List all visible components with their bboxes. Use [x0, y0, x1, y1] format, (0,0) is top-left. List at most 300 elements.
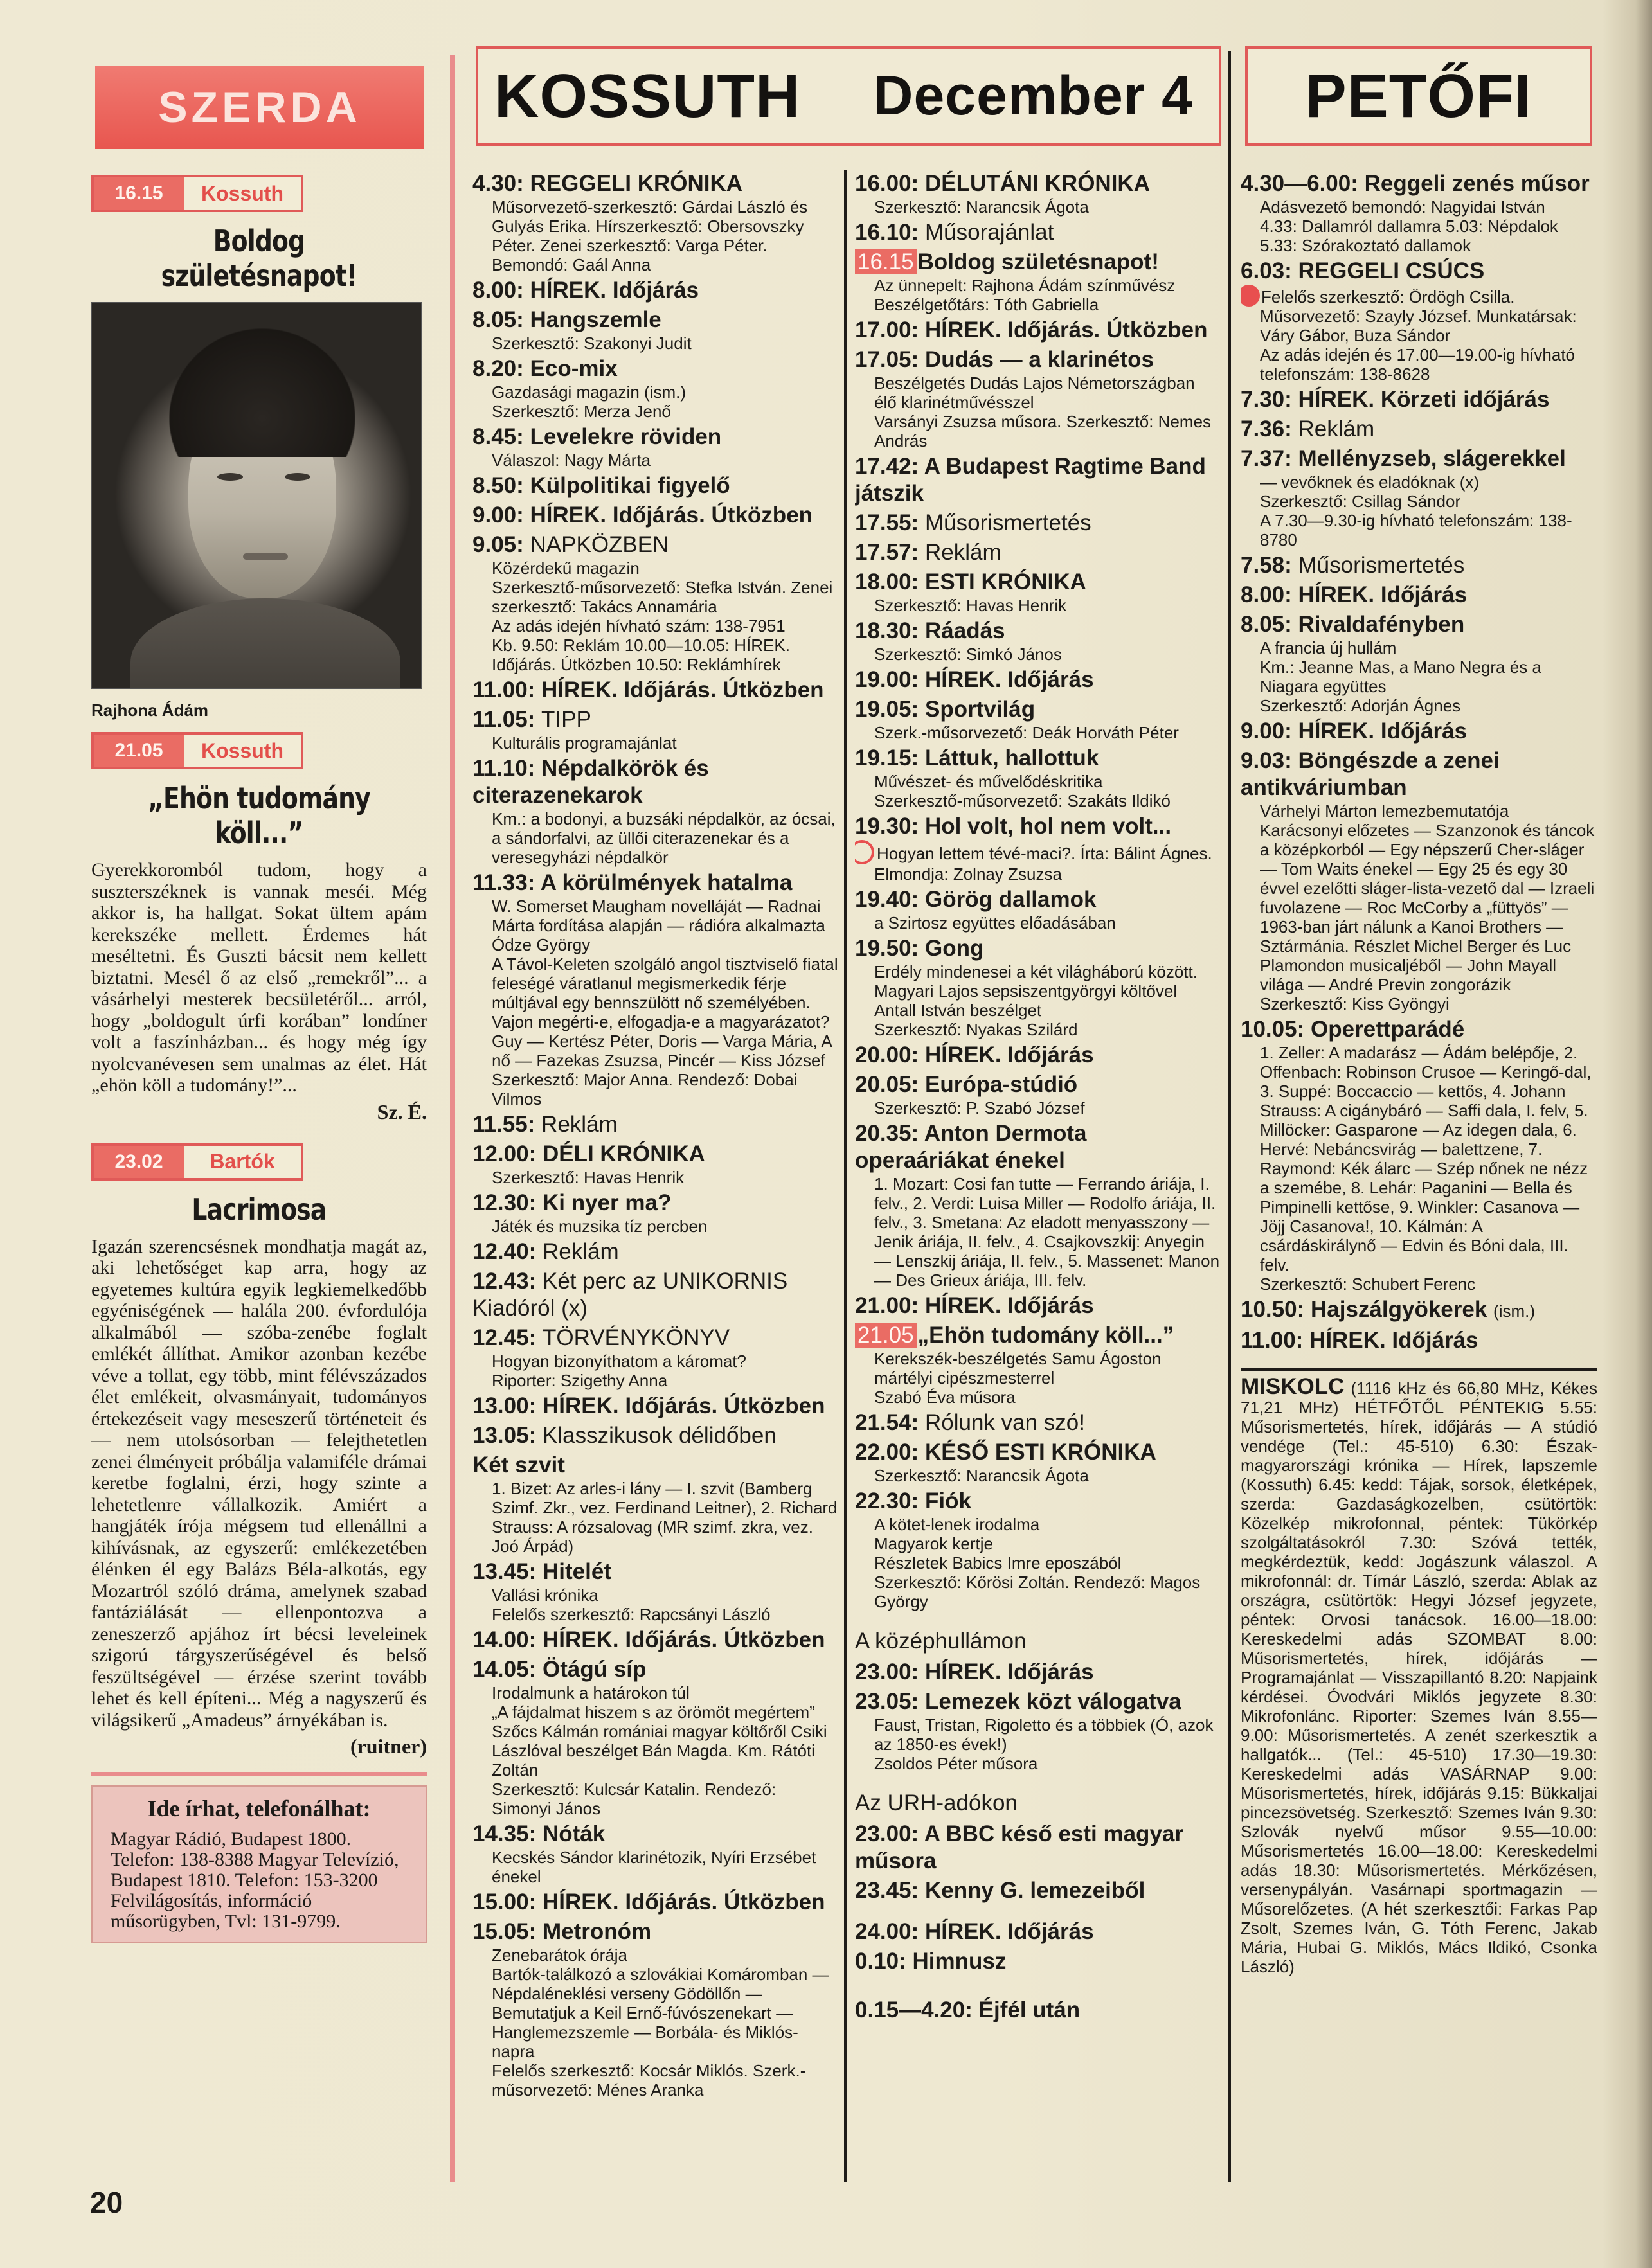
program-description: Szerkesztő: Simkó János — [874, 645, 1062, 664]
section-divider — [91, 1772, 427, 1776]
program-time: 10.05 — [1241, 1017, 1297, 1042]
program-item: 15.00: HÍREK. Időjárás. Útközben — [472, 1889, 825, 1915]
program-list — [855, 1918, 1221, 1975]
program-description: Játék és muzsika tíz percben — [492, 1217, 708, 1236]
program-description: 1. Bizet: Az arles-i lány — I. szvit (Bamberg Szimf. Zkr., vez. Ferdinand Leitner), 2. Richard Strauss: A rózsalovag (MR szimf. zkra, vez. Joó Árpád) — [492, 1479, 838, 1556]
program-title: Ráadás — [924, 618, 1005, 643]
program-time: 12.40 — [472, 1239, 529, 1264]
program-title: HÍREK. Időjárás — [1298, 719, 1468, 744]
kossuth-header — [476, 46, 1221, 146]
program-time: 14.00 — [472, 1627, 529, 1652]
kossuth-column-2 — [855, 170, 1221, 2026]
program-item: 20.35: Anton Dermota operaáriákat énekel 1. Mozart: Cosi fan tutte — Ferrando áriája, I. felv., 2. Verdi: Luisa Miller — Rodolfo áriája, II. felv., 3. Smetana: Az eladott menyasszony — Jenik áriája, II. felv., 4. Csajkovszkij: Anyegin — Lenszkij áriája, II. felv., 5. Massenet: Manon — Des Grieux áriája, III. felv. — [855, 1121, 1220, 1290]
program-description: Az adás idején és 17.00—19.00-ig hívható telefonszám: 138-8628 — [1260, 345, 1576, 384]
program-item: 12.40: Reklám — [472, 1239, 619, 1264]
program-description: Zsoldos Péter műsora — [874, 1754, 1038, 1773]
program-title: NAPKÖZBEN — [530, 532, 669, 557]
program-title: Lemezek közt válogatva — [924, 1689, 1181, 1714]
petofi-header — [1245, 46, 1592, 146]
program-item: 0.15—4.20: Éjfél után — [855, 1997, 1081, 2022]
feature-tag — [91, 1143, 303, 1181]
program-time: 8.00 — [472, 278, 517, 303]
program-time: 4.30—6.00 — [1241, 171, 1351, 196]
program-description: Szerkesztő: Szakonyi Judit — [492, 334, 692, 353]
sidebar-divider — [450, 55, 455, 2182]
program-time: 11.55 — [472, 1112, 528, 1137]
program-time: 18.30 — [855, 618, 911, 643]
program-item: 8.45: Levelekre röviden Válaszol: Nagy Márta — [472, 424, 722, 470]
program-title: HÍREK. Időjárás — [1298, 582, 1468, 607]
program-item: 18.30: Ráadás Szerkesztő: Simkó János — [855, 618, 1062, 664]
program-item: 8.05: Hangszemle Szerkesztő: Szakonyi Judit — [472, 307, 692, 353]
program-description: Művészet- és művelődéskritika — [874, 772, 1103, 791]
program-item: 13.45: Hitelét Vallási krónika Felelős szerkesztő: Rapcsányi László — [472, 1559, 771, 1624]
program-time: 9.05 — [472, 532, 517, 557]
sidebar — [91, 168, 427, 1943]
program-title: Éjfél után — [978, 1997, 1081, 2022]
program-title: HÍREK. Időjárás. Útközben — [542, 1627, 825, 1652]
feature-signature: (ruitner) — [350, 1735, 427, 1758]
program-item: 19.40: Görög dallamok a Szirtosz együttes előadásában — [855, 887, 1116, 933]
program-title: Ki nyer ma? — [542, 1190, 672, 1215]
program-item — [855, 249, 1221, 314]
program-item: 7.36: Reklám — [1241, 416, 1375, 442]
program-item: 11.55: Reklám — [472, 1112, 618, 1137]
program-item: 10.05: Operettparádé 1. Zeller: A madarász — Ádám belépője, 2. Offenbach: Robinson Crusoe — Keringő-dal, 3. Suppé: Boccaccio — kettős, 4. Johann Strauss: A cigánybáró — Saffi dala, I. felv, 5. Millöcker: Gasparone — Az idegen dala, 6. Hervé: Nebáncsvirág — balettzene, 7. Raymond: Kék álarc — Szép nőnek ne nézz a szemébe, 8. Lehár: Paganini — Bella és Pimpinelli kettőse, 9. Winkler: Casanova — Jöjj Casanova!, 10. Kálmán: A csárdáskirálynő — Edvin és Bóni dala, III. felv. Szerkesztő: Schubert Ferenc — [1241, 1017, 1592, 1294]
program-description: Szerkesztő: Csillag Sándor — [1260, 492, 1461, 511]
program-item: 22.00: KÉSŐ ESTI KRÓNIKA Szerkesztő: Narancsik Ágota — [855, 1440, 1156, 1485]
program-description: Kerekszék-beszélgetés Samu Ágoston mártélyi cipészmesterrel — [874, 1349, 1162, 1388]
program-item: 12.00: DÉLI KRÓNIKA Szerkesztő: Havas Henrik — [472, 1141, 705, 1187]
program-time: 8.05 — [472, 307, 517, 332]
program-time: 19.15 — [855, 746, 911, 771]
program-list — [855, 1659, 1221, 1773]
program-item: 23.05: Lemezek közt válogatva Faust, Tristan, Rigoletto és a többiek (Ó, azok az 1850-es évek!) Zsoldos Péter műsora — [855, 1689, 1214, 1773]
program-item: 20.05: Európa-stúdió Szerkesztő: P. Szabó József — [855, 1072, 1085, 1118]
program-title: Hitelét — [542, 1559, 611, 1584]
section-heading: A középhullámon — [855, 1629, 1027, 1654]
program-description: Kulturális programajánlat — [492, 733, 677, 753]
feature-title: Lacrimosa — [192, 1192, 327, 1227]
program-description: a Szirtosz együttes előadásában — [874, 913, 1116, 933]
program-item: 10.50: Hajszálgyökerek (ism.) — [1241, 1297, 1536, 1322]
program-title: REGGELI KRÓNIKA — [530, 171, 743, 196]
program-item: 19.30: Hol volt, hol nem volt... Hogyan lettem tévé-maci?. Írta: Bálint Ágnes. Elmondja: Zolnay Zsuzsa — [855, 813, 1221, 884]
program-time: 17.00 — [855, 317, 911, 343]
program-description: W. Somerset Maugham novelláját — Radnai Márta fordítása alapján — rádióra alkalmazta Ódze György — [492, 897, 825, 954]
program-time: 20.35 — [855, 1121, 911, 1146]
miskolc-title: MISKOLC — [1241, 1374, 1345, 1399]
program-item: 9.03: Böngészde a zenei antikváriumban Várhelyi Márton lemezbemutatója Karácsonyi előzetes — Szanzonok és táncok a középkorból — Egy népszerű Cher-sláger — Tom Waits énekel — Egy 25 és egy 30 évvel ezelőtti sláger-lista-vezető dal — Izraeli fuvolazene — Roc McCorby a „füttyös” — 1963-ban járt nálunk a Kanoi Brothers — Sztármánia. Részlet Michel Berger és Luc Plamondon musicaljéből — John Mayall világa — André Previn zongorázik Szerkesztő: Kiss Gyöngyi — [1241, 748, 1595, 1013]
program-description: Szerkesztő: Major Anna. Rendező: Dobai Vilmos — [492, 1070, 798, 1109]
program-description: Bartók-találkozó a szlovákiai Komáromban — Népdaléneklési verseny Gödöllőn — Bemutatjuk a Keil Ernő-fúvószenekart — Hanglemezszemle — Borbála- és Miklós-napra — [492, 1965, 829, 2061]
program-title: Külpolitikai figyelő — [530, 473, 730, 498]
program-description: Szerkesztő: Schubert Ferenc — [1260, 1274, 1476, 1294]
program-time: 14.05 — [472, 1657, 529, 1682]
program-list — [855, 1821, 1221, 1904]
photo-caption: Rajhona Ádám — [91, 701, 209, 720]
program-time: 16.10 — [855, 220, 911, 245]
program-description: Az adás idején hívható szám: 138-7951 — [492, 616, 786, 636]
program-description: Zenebarátok órája — [492, 1945, 628, 1965]
program-title: Anton Dermota operaáriákat énekel — [855, 1121, 1087, 1173]
program-description: Km.: Jeanne Mas, a Mano Negra és a Niagara együttes — [1260, 657, 1541, 696]
program-item: 21.00: HÍREK. Időjárás — [855, 1293, 1094, 1318]
contact-title: Ide írhat, telefonálhat: — [147, 1796, 371, 1821]
miskolc-block — [1241, 1374, 1597, 1976]
program-title: Láttuk, hallottuk — [924, 746, 1099, 771]
program-item: 19.00: HÍREK. Időjárás — [855, 667, 1094, 692]
program-title: Reklám — [924, 540, 1001, 565]
program-description: Szerkesztő: Kiss Gyöngyi — [1260, 994, 1450, 1013]
program-title: HÍREK. Időjárás. Útközben — [530, 503, 813, 528]
program-title: A Budapest Ragtime Band játszik — [855, 454, 1206, 506]
program-time: 0.15—4.20 — [855, 1997, 965, 2022]
program-description: Szőcs Kálmán romániai magyar költőről Csiki Lászlóval beszélget Bán Magda. Km. Rátóti Zoltán — [492, 1722, 827, 1780]
portrait-photo — [91, 302, 422, 689]
program-description: Guy — Kertész Péter, Doris — Varga Mária, A nő — Fazekas Zsuzsa, Pincér — Kiss József — [492, 1031, 832, 1070]
program-title: Rivaldafényben — [1298, 612, 1465, 637]
program-description: 4.33: Dallamról dallamra 5.03: Népdalok 5.33: Szórakoztató dallamok — [1260, 217, 1558, 255]
program-title: KÉSŐ ESTI KRÓNIKA — [924, 1440, 1156, 1465]
program-time: 21.05 — [855, 1323, 917, 1348]
feature-text: Igazán szerencsésnek mondhatja magát az, aki lehetőséget kap arra, hogy az egyetemes kultúra egyik legkiemelkedőbb egyéniségének — halála 200. évfordulója alkalmából — szóba-zenébe foglalt emlékét állíthat. Amikor azonban kezébe véve a tollat, egy több, mint félévszázados élet emlékeit, olvasmányait, tudományos értekezéseit vagy meseszerű történeteit és — nem utolsósorban — felejthetetlen zenei élményeit próbálja valamiféle drámai keretbe foglalni, érzi, hogy szinte a lehetetlenre vállalkozik. Amiért a hangjáték írója mégsem tud ellenállni a kihívásnak, az egyszerű: emlékezetében élénken él egy Balázs Béla-alkotás, egy Mozartról szóló dráma, amelynek szabad fantáziálását — ellenpontozva a zeneszerző apjához írt bécsi leveleinek szigorú tárgyszerűségével és belső feszültségével — érzése szerint tovább lehet és kell építeni... Még a nagyszerű és világsikerű „Amadeus” árnyékában is. — [91, 1235, 427, 1731]
program-time: 9.00 — [472, 503, 517, 528]
program-item: 8.00: HÍREK. Időjárás — [1241, 582, 1468, 607]
program-title: Kenny G. lemezeiből — [924, 1878, 1145, 1903]
program-item: 11.10: Népdalkörök és citerazenekarok Km.: a bodonyi, a buzsáki népdalkör, az ócsai, a sándorfalvi, az üllői citerazenekar és a veresegyházi népdalkör — [472, 756, 836, 867]
program-item: 6.03: REGGELI CSÚCS Felelős szerkesztő: Ördögh Csilla. Műsorvezető: Szayly József. Munkatársak: Váry Gábor, Buza Sándor Az adás idején és 17.00—19.00-ig hívható telefonszám: 138-8628 — [1241, 258, 1597, 384]
program-description: A francia új hullám — [1260, 638, 1397, 657]
program-description: Műsorvezető-szerkesztő: Gárdai László és Gulyás Erika. Hírszerkesztő: Obersovszky Péter. Zenei szerkesztő: Varga Péter. Bemondó: Gaál Anna — [492, 197, 808, 274]
program-title: TÖRVÉNYKÖNYV — [542, 1325, 730, 1350]
program-item: 14.05: Ötágú síp Irodalmunk a határokon túl „A fájdalmat hiszem s az örömöt megértem” Szőcs Kálmán romániai magyar költőről Csiki Lászlóval beszélget Bán Magda. Km. Rátóti Zoltán Szerkesztő: Kulcsár Katalin. Rendező: Simonyi János — [472, 1657, 827, 1818]
program-item: 22.30: Fiók A kötet-lenek irodalma Magyarok kertje Részletek Babics Imre eposzából Szerkesztő: Kőrösi Zoltán. Rendező: Magos György — [855, 1488, 1201, 1611]
program-item: 4.30—6.00: Reggeli zenés műsor Adásvezető bemondó: Nagyidai István 4.33: Dallamról dallamra 5.03: Népdalok 5.33: Szórakoztató dallamok — [1241, 171, 1590, 255]
program-time: 20.05 — [855, 1072, 911, 1097]
column-divider — [1228, 51, 1231, 2182]
program-title: Rólunk van szó! — [924, 1410, 1086, 1435]
program-time: 12.43 — [472, 1269, 529, 1294]
program-description: Gazdasági magazin (ism.) — [492, 382, 686, 402]
program-item: 12.43: Két perc az UNIKORNIS Kiadóról (x) — [472, 1269, 788, 1321]
feature-station: Kossuth — [184, 177, 301, 210]
program-description: Riporter: Szigethy Anna — [492, 1371, 668, 1390]
program-title: Hajszálgyökerek — [1310, 1297, 1487, 1322]
program-item: 24.00: HÍREK. Időjárás — [855, 1919, 1094, 1944]
program-time: 11.33 — [472, 870, 528, 895]
program-item: 9.00: HÍREK. Időjárás — [1241, 719, 1468, 744]
marker-ring-icon — [855, 840, 874, 864]
date-title: December 4 — [873, 65, 1193, 127]
program-title: HÍREK. Időjárás — [924, 1659, 1094, 1684]
feature-time: 21.05 — [94, 735, 184, 767]
program-description: Magyarok kertje — [874, 1534, 993, 1553]
program-title: Gong — [924, 936, 984, 961]
program-time: 15.00 — [472, 1889, 529, 1915]
program-time: 23.00 — [855, 1821, 911, 1846]
program-time: 19.30 — [855, 814, 911, 839]
program-item: 0.10: Himnusz — [855, 1949, 1007, 1974]
program-time: 15.05 — [472, 1919, 529, 1944]
program-title: Nóták — [542, 1821, 606, 1846]
feature-text: Gyerekkoromból tudom, hogy a suszterszéknek is vannak meséi. Még akkor is, ha hallgat. Sokat ültem apám kerekszéke mellett. Érdemes hát meséltetni. És Guszti bácsit nem kellett biztatni. Mesél ő az első „remekről”... a vásárhelyi mesterek becsületéről... arról, hogy „boldogult úrfi korában” londíner volt a faszínházban... és hogy még így nyolcvanévesen sem unalmas az élet. Hát „ehön köll a tudomány!”... — [91, 859, 427, 1096]
program-description: 1. Zeller: A madarász — Ádám belépője, 2. Offenbach: Robinson Crusoe — Keringő-dal, 3. Suppé: Boccaccio — kettős, 4. Johann Strauss: A cigánybáró — Saffi dala, I. felv, 5. Millöcker: Gasparone — Az idegen dala, 6. Hervé: Nebáncsvirág — balettzene, 7. Raymond: Kék álarc — Szép nőnek ne nézz a szemébe, 8. Lehár: Paganini — Bella és Pimpinelli kettőse, 9. Winkler: Casanova — Jöjj Casanova!, 10. Kálmán: A csárdáskirálynő — Edvin és Bóni dala, III. felv. — [1260, 1043, 1592, 1274]
program-description: Felelős szerkesztő: Ördögh Csilla. Műsorvezető: Szayly József. Munkatársak: Váry Gábor, Buza Sándor — [1260, 287, 1577, 345]
program-description: Vallási krónika — [492, 1585, 598, 1605]
program-title: ESTI KRÓNIKA — [924, 569, 1086, 594]
program-item: 7.37: Mellényzseb, slágerekkel — vevőknek és eladóknak (x) Szerkesztő: Csillag Sándor A 7.30—9.30-ig hívható telefonszám: 138-8780 — [1241, 446, 1572, 549]
program-title: Metronóm — [542, 1919, 652, 1944]
program-item: 23.00: HÍREK. Időjárás — [855, 1659, 1094, 1684]
program-title: HÍREK. Időjárás — [924, 1293, 1094, 1318]
program-description: Szerkesztő: Narancsik Ágota — [874, 1466, 1089, 1485]
program-description: Szerkesztő: Havas Henrik — [874, 596, 1067, 615]
program-item: 19.50: Gong Erdély mindenesei a két világháború között. Magyari Lajos sepsiszentgyörgyi költővel Antall István beszélget Szerkesztő: Nyakas Szilárd — [855, 936, 1198, 1039]
program-item: 13.00: HÍREK. Időjárás. Útközben — [472, 1393, 825, 1418]
program-title: HÍREK. Időjárás — [530, 278, 699, 303]
program-time: 17.42 — [855, 454, 911, 479]
program-description: Közérdekű magazin — [492, 558, 640, 578]
program-title: Operettparádé — [1310, 1017, 1465, 1042]
program-description: Szerkesztő: Merza Jenő — [492, 402, 671, 421]
program-description: Szerk.-műsorvezető: Deák Horváth Péter — [874, 723, 1179, 742]
program-item: 8.50: Külpolitikai figyelő — [472, 473, 730, 498]
program-item: 9.00: HÍREK. Időjárás. Útközben — [472, 503, 813, 528]
program-item: 17.55: Műsorismertetés — [855, 510, 1091, 535]
program-description: A kötet-lenek irodalma — [874, 1515, 1040, 1534]
program-time: 8.20 — [472, 356, 517, 381]
feature-station: Bartók — [184, 1146, 301, 1178]
program-time: 23.05 — [855, 1689, 911, 1714]
program-time: 21.00 — [855, 1293, 911, 1318]
program-time: 9.00 — [1241, 719, 1285, 744]
program-title: Görög dallamok — [924, 887, 1097, 912]
page-number: 20 — [90, 2186, 123, 2219]
column-divider — [844, 170, 847, 2182]
program-time: 10.50 — [1241, 1297, 1297, 1322]
program-item: 18.00: ESTI KRÓNIKA Szerkesztő: Havas Henrik — [855, 569, 1086, 615]
program-item: 12.45: TÖRVÉNYKÖNYV Hogyan bizonyíthatom a káromat? Riporter: Szigethy Anna — [472, 1325, 746, 1390]
program-note: (ism.) — [1493, 1301, 1536, 1321]
program-item: 14.35: Nóták Kecskés Sándor klarinétozik, Nyíri Erzsébet énekel — [472, 1821, 816, 1886]
program-item: 9.05: NAPKÖZBEN Közérdekű magazin Szerkesztő-műsorvezető: Stefka István. Zenei szerkesztő: Takács Annamária Az adás idején hívható szám: 138-7951 Kb. 9.50: Reklám 10.00—10.05: HÍREK. Időjárás. Útközben 10.50: Reklámhírek — [472, 532, 833, 674]
program-description: Kb. 9.50: Reklám 10.00—10.05: HÍREK. Időjárás. Útközben 10.50: Reklámhírek — [492, 636, 790, 674]
program-description: Szabó Éva műsora — [874, 1388, 1016, 1407]
program-time: 19.00 — [855, 667, 911, 692]
program-title: Mellényzseb, slágerekkel — [1298, 446, 1566, 471]
program-item: 17.42: A Budapest Ragtime Band játszik — [855, 454, 1206, 506]
program-title: Ötágú síp — [542, 1657, 647, 1682]
feature-title: Boldog születésnapot! — [161, 224, 357, 293]
program-title: Két perc az UNIKORNIS Kiadóról (x) — [472, 1269, 788, 1321]
program-item: 8.20: Eco-mix Gazdasági magazin (ism.) Szerkesztő: Merza Jenő — [472, 356, 686, 421]
program-time: 12.30 — [472, 1190, 529, 1215]
program-title: HÍREK. Időjárás. Útközben — [542, 1393, 825, 1418]
program-title: HÍREK. Időjárás — [1309, 1328, 1478, 1353]
program-item: 11.33: A körülmények hatalma W. Somerset Maugham novelláját — Radnai Márta fordítása alapján — rádióra alkalmazta Ódze György A Távol-Keleten szolgáló angol tisztviselő fiatal feleségé váratlanul megismerkedik férje múltjával egy bennszülött nő személyében. Vajon megérti-e, elfogadja-e a magyarázatot? Guy — Kertész Péter, Doris — Varga Mária, A nő — Fazekas Zsuzsa, Pincér — Kiss József Szerkesztő: Major Anna. Rendező: Dobai Vilmos — [472, 870, 838, 1109]
program-description: A 7.30—9.30-ig hívható telefonszám: 138-8780 — [1260, 511, 1572, 549]
program-time: 19.50 — [855, 936, 911, 961]
program-description: Faust, Tristan, Rigoletto és a többiek (Ó, azok az 1850-es évek!) — [874, 1715, 1214, 1754]
program-title: A BBC késő esti magyar műsora — [855, 1821, 1183, 1873]
program-item: 17.57: Reklám — [855, 540, 1001, 565]
program-item: 23.00: A BBC késő esti magyar műsora — [855, 1821, 1183, 1873]
program-item: 17.00: HÍREK. Időjárás. Útközben — [855, 317, 1208, 343]
program-title: Eco-mix — [530, 356, 618, 381]
program-time: 19.40 — [855, 887, 911, 912]
feature-station: Kossuth — [184, 735, 301, 767]
feature-time: 23.02 — [94, 1146, 184, 1178]
program-description: Szerkesztő: Kőrösi Zoltán. Rendező: Magos György — [874, 1573, 1201, 1611]
contact-box — [91, 1785, 427, 1943]
kossuth-column-1 — [472, 170, 839, 2102]
program-item: 15.05: Metronóm Zenebarátok órája Bartók-találkozó a szlovákiai Komáromban — Népdaléneklési verseny Gödöllőn — Bemutatjuk a Keil Ernő-fúvószenekart — Hanglemezszemle — Borbála- és Miklós-napra Felelős szerkesztő: Kocsár Miklós. Szerk.-műsorvezető: Ménes Aranka — [472, 1919, 829, 2100]
petofi-station-title: PETŐFI — [1305, 61, 1532, 130]
program-time: 7.37 — [1241, 446, 1285, 471]
program-description: Szerkesztő: Kulcsár Katalin. Rendező: Simonyi János — [492, 1780, 777, 1818]
program-description: Válaszol: Nagy Márta — [492, 451, 651, 470]
feature-tag — [91, 175, 303, 212]
miskolc-text: (1116 kHz és 66,80 MHz, Kékes 71,21 MHz) HÉTFŐTŐL PÉNTEKIG 5.55: Műsorismertetés, hírek, időjárás — A stúdió vendége (Tel.: 45-510) 6.30: Észak-magyarországi krónika — Hírek, lapszemle (Kossuth) 6.45: kedd: Tájak, sorsok, életképek, szerda: Gazdaságkozelben, csütörtök: Közelkép mikrofonnal, péntek: Tükörkép szolgáltatásokról 7.30: Szóvá tették, megkérdeztük, kedd: Jogászunk válaszol. A mikrofonnál: dr. Tímár László, szerda: Ablak az országra, csütörtök: Hegyi József jegyzete, péntek: Orvosi tanácsok. 16.00—18.00: Kereskedelmi adás SZOMBAT 8.00: Műsorismertetés, hírek, időjárás — Programajánlat — Visszapillantó 8.20: Napjaink kérdései. Óvodvári Miklós jegyzete 8.30: Mikrofonlánc. Riporter: Szemes Iván 8.55—9.00: Műsorismertetés. A zenét szerkesztik a hallgatók... (Tel.: 45-510) 17.30—19.30: Kereskedelmi adás VASÁRNAP 9.00: Műsorismertetés, hírek, időjárás 9.15: Bükkaljai pincezsövetség. Szerkesztő: Szemes Iván 9.30: Szlovák nyelvű műsor 9.55—10.00: Műsorismertetés 16.00—18.00: Kereskedelmi adás 18.30: Műsorismertetés. Mérkőzésen, versenypályán. Vasárnapi sportmagazin — Műsorelőzetes. (A hét szerkesztői: Farkas Pap Zsolt, Szemes Iván, G. Tóth Ferenc, Jakab Mária, Hubai G. Miklós, Mács Ildikó, Csonka László) — [1241, 1379, 1597, 1976]
program-time: 14.35 — [472, 1821, 529, 1846]
program-item: 8.00: HÍREK. Időjárás — [472, 278, 699, 303]
program-item: 23.45: Kenny G. lemezeiből — [855, 1878, 1145, 1903]
program-item: 11.05: TIPP Kulturális programajánlat — [472, 707, 677, 753]
marker-dot-icon — [1241, 285, 1260, 307]
program-time: 20.00 — [855, 1042, 911, 1067]
program-title: Levelekre röviden — [530, 424, 722, 449]
program-time: 19.05 — [855, 697, 911, 722]
program-time: 13.00 — [472, 1393, 529, 1418]
program-time: 7.36 — [1241, 416, 1285, 442]
contact-text: Magyar Rádió, Budapest 1800. Telefon: 138-8388 Magyar Televízió, Budapest 1810. Telefon: 153-3200 Felvilágosítás, információ műsorügyben, Tvl: 131-9799. — [111, 1828, 399, 1932]
program-description: Felelős szerkesztő: Kocsár Miklós. Szerk.-műsorvezető: Ménes Aranka — [492, 2061, 806, 2100]
program-description: Erdély mindenesei a két világháború között. Magyari Lajos sepsiszentgyörgyi költővel Antall István beszélget — [874, 962, 1198, 1020]
program-description: „A fájdalmat hiszem s az örömöt megértem” — [492, 1702, 815, 1722]
program-description: Beszélgetőtárs: Tóth Gabriella — [874, 295, 1099, 314]
program-time: 18.00 — [855, 569, 911, 594]
program-description: Varsányi Zsuzsa műsora. Szerkesztő: Nemes András — [874, 412, 1212, 451]
program-time: 13.05 — [472, 1423, 529, 1448]
program-time: 8.45 — [472, 424, 517, 449]
program-item: 19.05: Sportvilág Szerk.-műsorvezető: Deák Horváth Péter — [855, 697, 1179, 742]
program-item: 4.30: REGGELI KRÓNIKA Műsorvezető-szerkesztő: Gárdai László és Gulyás Erika. Hírszerkesztő: Obersovszky Péter. Zenei szerkesztő: Varga Péter. Bemondó: Gaál Anna — [472, 171, 808, 274]
program-title: HÍREK. Időjárás — [924, 1042, 1094, 1067]
program-description: Részletek Babics Imre eposzából — [874, 1553, 1122, 1573]
program-time: 17.55 — [855, 510, 911, 535]
program-list — [855, 170, 1221, 1611]
program-description: Szerkesztő: Nyakas Szilárd — [874, 1020, 1078, 1039]
program-title: Dudás — a klarinétos — [924, 347, 1154, 372]
program-item: 21.54: Rólunk van szó! — [855, 1410, 1086, 1435]
program-item: 16.00: DÉLUTÁNI KRÓNIKA Szerkesztő: Narancsik Ágota — [855, 171, 1150, 217]
program-title: Reklám — [541, 1112, 618, 1137]
program-description: 1. Mozart: Cosi fan tutte — Ferrando áriája, I. felv., 2. Verdi: Luisa Miller — Rodolfo áriája, II. felv., 3. Smetana: Az eladott menyasszony — Jenik áriája, II. felv., 4. Csajkovszkij: Anyegin — Lenszkij áriája, II. felv., 5. Massenet: Manon — Des Grieux áriája, III. felv. — [874, 1174, 1220, 1290]
program-description: Km.: a bodonyi, a buzsáki népdalkör, az ócsai, a sándorfalvi, az üllői citerazenekar és a veresegyházi népdalkör — [492, 809, 836, 867]
program-time: 8.00 — [1241, 582, 1285, 607]
program-title: HÍREK. Időjárás. Útközben — [924, 317, 1208, 343]
program-title: Himnusz — [912, 1949, 1007, 1974]
program-title: Műsorismertetés — [1298, 553, 1465, 578]
program-title: HÍREK. Időjárás. Útközben — [542, 1889, 825, 1915]
program-title: HÍREK. Időjárás — [924, 667, 1094, 692]
program-description: — vevőknek és eladóknak (x) — [1260, 472, 1480, 492]
program-title: REGGELI CSÚCS — [1298, 258, 1485, 283]
program-title: Reklám — [542, 1239, 619, 1264]
program-item: 7.30: HÍREK. Körzeti időjárás — [1241, 387, 1550, 412]
program-time: 11.00 — [1241, 1328, 1296, 1353]
program-time: 8.05 — [1241, 612, 1285, 637]
program-description: Szerkesztő: Havas Henrik — [492, 1168, 685, 1187]
program-description: Irodalmunk a határokon túl — [492, 1683, 690, 1702]
program-time: 24.00 — [855, 1919, 911, 1944]
program-title: Hol volt, hol nem volt... — [924, 814, 1172, 839]
program-title: Sportvilág — [924, 697, 1036, 722]
feature-signature: Sz. É. — [377, 1100, 427, 1123]
program-time: 22.30 — [855, 1488, 911, 1513]
program-title: Böngészde a zenei antikváriumban — [1241, 748, 1500, 800]
program-item: 12.30: Ki nyer ma? Játék és muzsika tíz percben — [472, 1190, 708, 1236]
program-time: 23.45 — [855, 1878, 911, 1903]
day-header: SZERDA — [95, 66, 424, 149]
feature-tag — [91, 732, 303, 769]
program-time: 11.10 — [472, 756, 528, 781]
program-time: 21.54 — [855, 1410, 911, 1435]
program-item: 11.00: HÍREK. Időjárás. Útközben — [472, 677, 824, 702]
program-title: „Ehön tudomány köll...” — [917, 1323, 1174, 1348]
program-list — [472, 170, 839, 2100]
program-item: 11.00: HÍREK. Időjárás — [1241, 1328, 1478, 1353]
program-description: Hogyan bizonyíthatom a káromat? — [492, 1352, 746, 1371]
program-time: 0.10 — [855, 1949, 899, 1974]
program-description: Karácsonyi előzetes — Szanzonok és táncok a középkorból — Egy népszerű Cher-sláger — Tom Waits énekel — Egy 25 és egy 30 évvel ezelőtti sláger-lista-vezető dal — Izraeli fuvolazene — Roc McCorby a „füttyös” — 1963-ban járt nálunk a Kanoi Brothers — Sztármánia. Részlet Michel Berger és Luc Plamondon musicaljéből — John Mayall világa — André Previn zongorázik — [1260, 821, 1595, 994]
feature-time: 16.15 — [94, 177, 184, 210]
program-item: 19.15: Láttuk, hallottuk Művészet- és művelődéskritika Szerkesztő-műsorvezető: Szakáts Ildikó — [855, 746, 1171, 810]
program-title: Reggeli zenés műsor — [1364, 171, 1590, 196]
program-description: Szerkesztő-műsorvezető: Szakáts Ildikó — [874, 791, 1171, 810]
program-time: 16.15 — [855, 249, 917, 274]
program-item: 16.10: Műsorajánlat — [855, 220, 1054, 245]
program-description: Kecskés Sándor klarinétozik, Nyíri Erzsébet énekel — [492, 1848, 816, 1886]
program-time: 16.00 — [855, 171, 911, 196]
program-description: Az ünnepelt: Rajhona Ádám színművész — [874, 276, 1176, 295]
program-time: 12.00 — [472, 1141, 529, 1166]
program-time: 17.05 — [855, 347, 911, 372]
program-title: Hangszemle — [530, 307, 661, 332]
program-description: Hogyan lettem tévé-maci?. Írta: Bálint Ágnes. Elmondja: Zolnay Zsuzsa — [874, 844, 1212, 884]
program-time: 8.50 — [472, 473, 517, 498]
section-divider — [1241, 1368, 1597, 1371]
program-item: 7.58: Műsorismertetés — [1241, 553, 1465, 578]
program-title: HÍREK. Időjárás — [924, 1919, 1094, 1944]
program-description: Beszélgetés Dudás Lajos Németországban élő klarinétművésszel — [874, 373, 1195, 412]
petofi-column — [1241, 170, 1597, 1976]
program-title: Reklám — [1298, 416, 1375, 442]
program-time: 11.00 — [472, 677, 528, 702]
program-time: 11.05 — [472, 707, 528, 732]
program-time: 22.00 — [855, 1440, 911, 1465]
program-title: DÉLI KRÓNIKA — [542, 1141, 705, 1166]
program-time: 13.45 — [472, 1559, 529, 1584]
program-item: 20.00: HÍREK. Időjárás — [855, 1042, 1094, 1067]
program-title: Fiók — [924, 1488, 971, 1513]
program-title: Műsorismertetés — [924, 510, 1091, 535]
program-title: A körülmények hatalma — [540, 870, 793, 895]
program-title: HÍREK. Körzeti időjárás — [1298, 387, 1550, 412]
program-time: 12.45 — [472, 1325, 529, 1350]
program-title: Boldog születésnapot! — [917, 249, 1159, 274]
